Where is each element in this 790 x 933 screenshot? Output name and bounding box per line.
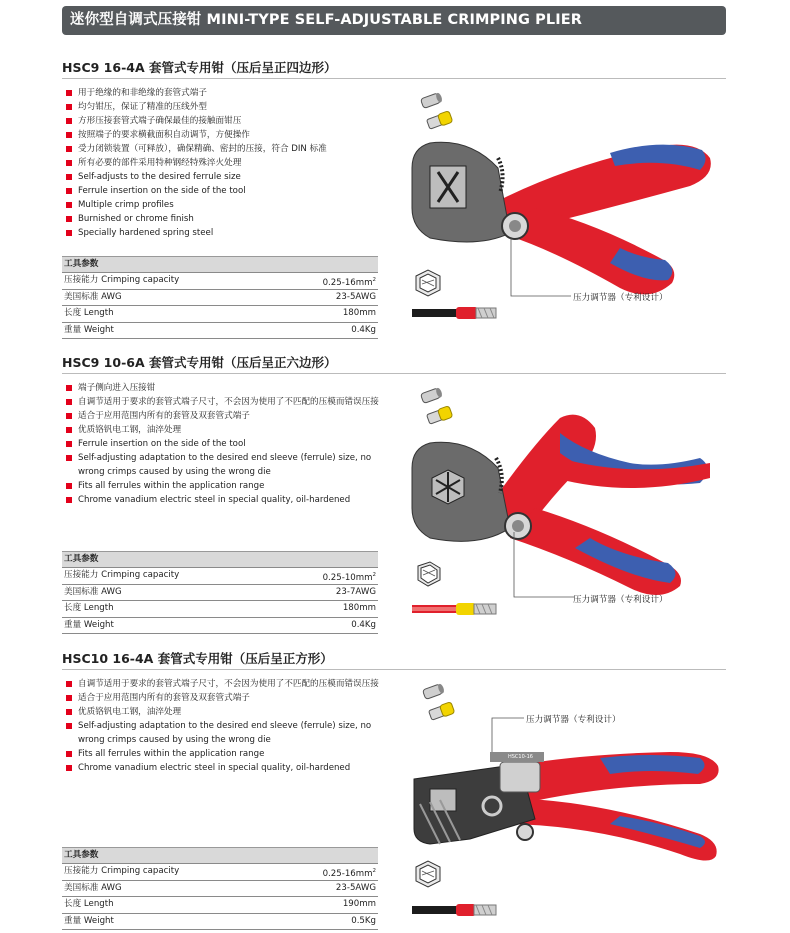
- spec-label: 重量 Weight: [64, 915, 114, 926]
- feature-item: 自调节适用于要求的套管式端子尺寸，不会因为使用了不匹配的压模而错误压接: [66, 395, 386, 409]
- feature-item: 受力闭锁装置（可释放），确保精确、密封的压接，符合 DIN 标准: [66, 142, 386, 156]
- spec-value: 180mm: [342, 603, 376, 613]
- spec-row: [62, 896, 378, 913]
- feature-item: Ferrule insertion on the side of the tool: [66, 184, 386, 198]
- product-section-hsc9-16-4a: [0, 58, 790, 338]
- feature-item: Fits all ferrules within the application range: [66, 479, 386, 493]
- feature-list: [66, 86, 386, 240]
- feature-item: 优质铬钒电工钢，油淬处理: [66, 423, 386, 437]
- feature-item: Self-adjusts to the desired ferrule size: [66, 170, 386, 184]
- wire-ferrule-image: [412, 901, 502, 919]
- feature-item: 方形压接套管式端子确保最佳的接触面钳压: [66, 114, 386, 128]
- feature-list: [66, 677, 386, 775]
- spec-value: 23-5AWG: [335, 882, 376, 893]
- feature-item: 适合于应用范围内所有的套管及双套管式端子: [66, 691, 386, 705]
- spec-value: $0.25-16mm^2$: [322, 277, 376, 288]
- spec-table: [62, 256, 378, 339]
- section-divider: [62, 373, 726, 374]
- spec-row: [62, 567, 378, 584]
- spec-row: [62, 913, 378, 931]
- spec-value: 23-7AWG: [335, 586, 376, 597]
- feature-item: Specially hardened spring steel: [66, 226, 386, 240]
- feature-item: Chrome vanadium electric steel in special quality, oil-hardened: [66, 761, 386, 775]
- spec-row: [62, 863, 378, 880]
- spec-value: 190mm: [342, 899, 376, 909]
- feature-item: 所有必要的部件采用特种钢经特殊淬火处理: [66, 156, 386, 170]
- spec-row: [62, 600, 378, 617]
- feature-list: [66, 381, 386, 507]
- spec-table: [62, 551, 378, 634]
- page-banner: 迷你型自调式压接钳 MINI-TYPE SELF-ADJUSTABLE CRIMPING PLIER: [62, 6, 726, 35]
- spec-value: 0.4Kg: [351, 619, 376, 630]
- callout-line: [508, 531, 578, 601]
- spec-table: [62, 847, 378, 930]
- spec-row: [62, 880, 378, 897]
- feature-item: 按照端子的要求横截面积自动调节，方便操作: [66, 128, 386, 142]
- die-marking-text: HSC10-16: [508, 754, 533, 760]
- feature-item: 端子侧向进入压接钳: [66, 381, 386, 395]
- spec-label: 美国标准 AWG: [64, 586, 122, 597]
- hex-crimp-icon: [412, 558, 444, 590]
- feature-item: 用于绝缘的和非绝缘的套管式端子: [66, 86, 386, 100]
- spec-value: $0.25-10mm^2$: [322, 572, 376, 583]
- spec-label: 美国标准 AWG: [64, 882, 122, 893]
- spec-row: [62, 272, 378, 289]
- spec-row: [62, 322, 378, 340]
- feature-item: Fits all ferrules within the application range: [66, 747, 386, 761]
- spec-label: 压接能力 Crimping capacity: [64, 275, 180, 285]
- spec-label: 长度 Length: [64, 603, 114, 613]
- square-crimp-icon: [412, 266, 444, 298]
- feature-item: Burnished or chrome finish: [66, 212, 386, 226]
- spec-row: [62, 617, 378, 635]
- feature-item: 自调节适用于要求的套管式端子尺寸，不会因为使用了不匹配的压模而错误压接: [66, 677, 386, 691]
- feature-item: 均匀钳压，保证了精准的压线外型: [66, 100, 386, 114]
- spec-label: 美国标准 AWG: [64, 291, 122, 302]
- feature-item: Multiple crimp profiles: [66, 198, 386, 212]
- feature-item: 适合于应用范围内所有的套管及双套管式端子: [66, 409, 386, 423]
- spec-row: [62, 305, 378, 322]
- spec-label: 压接能力 Crimping capacity: [64, 570, 180, 580]
- spec-row: [62, 289, 378, 306]
- spec-label: 重量 Weight: [64, 324, 114, 335]
- wire-ferrule-image: [412, 304, 502, 322]
- plier-image: [410, 744, 725, 904]
- spec-value: 180mm: [342, 308, 376, 318]
- pressure-regulator-label: 压力调节器（专利设计）: [526, 715, 621, 725]
- feature-item: Self-adjusting adaptation to the desired end sleeve (ferrule) size, no wrong crimps caused by using the wrong die: [66, 719, 386, 747]
- pressure-regulator-label: 压力调节器（专利设计）: [573, 595, 668, 605]
- feature-item: Self-adjusting adaptation to the desired end sleeve (ferrule) size, no wrong crimps caused by using the wrong die: [66, 451, 386, 479]
- callout-line: [505, 236, 575, 301]
- section-title: HSC10 16-4A 套管式专用钳（压后呈正方形）: [62, 651, 333, 666]
- spec-label: 长度 Length: [64, 899, 114, 909]
- section-divider: [62, 78, 726, 79]
- spec-table-header: 工具参数: [62, 551, 378, 567]
- ferrule-icons: [420, 679, 470, 729]
- spec-table-header: 工具参数: [62, 847, 378, 863]
- section-title: HSC9 16-4A 套管式专用钳（压后呈正四边形）: [62, 60, 337, 75]
- spec-value: 23-5AWG: [335, 291, 376, 302]
- section-title: HSC9 10-6A 套管式专用钳（压后呈正六边形）: [62, 355, 337, 370]
- spec-value: $0.25-16mm^2$: [322, 868, 376, 879]
- product-section-hsc10-16-4a: [0, 649, 790, 933]
- square-crimp-icon: [412, 857, 444, 889]
- spec-label: 长度 Length: [64, 308, 114, 318]
- feature-item: Chrome vanadium electric steel in special quality, oil-hardened: [66, 493, 386, 507]
- spec-value: 0.4Kg: [351, 324, 376, 335]
- spec-label: 压接能力 Crimping capacity: [64, 866, 180, 876]
- spec-label: 重量 Weight: [64, 619, 114, 630]
- pressure-regulator-label: 压力调节器（专利设计）: [573, 293, 668, 303]
- wire-ferrule-image: [412, 600, 502, 618]
- spec-row: [62, 584, 378, 601]
- product-section-hsc9-10-6a: [0, 353, 790, 638]
- section-divider: [62, 669, 726, 670]
- spec-table-header: 工具参数: [62, 256, 378, 272]
- spec-value: 0.5Kg: [351, 915, 376, 926]
- feature-item: 优质铬钒电工钢，油淬处理: [66, 705, 386, 719]
- feature-item: Ferrule insertion on the side of the tool: [66, 437, 386, 451]
